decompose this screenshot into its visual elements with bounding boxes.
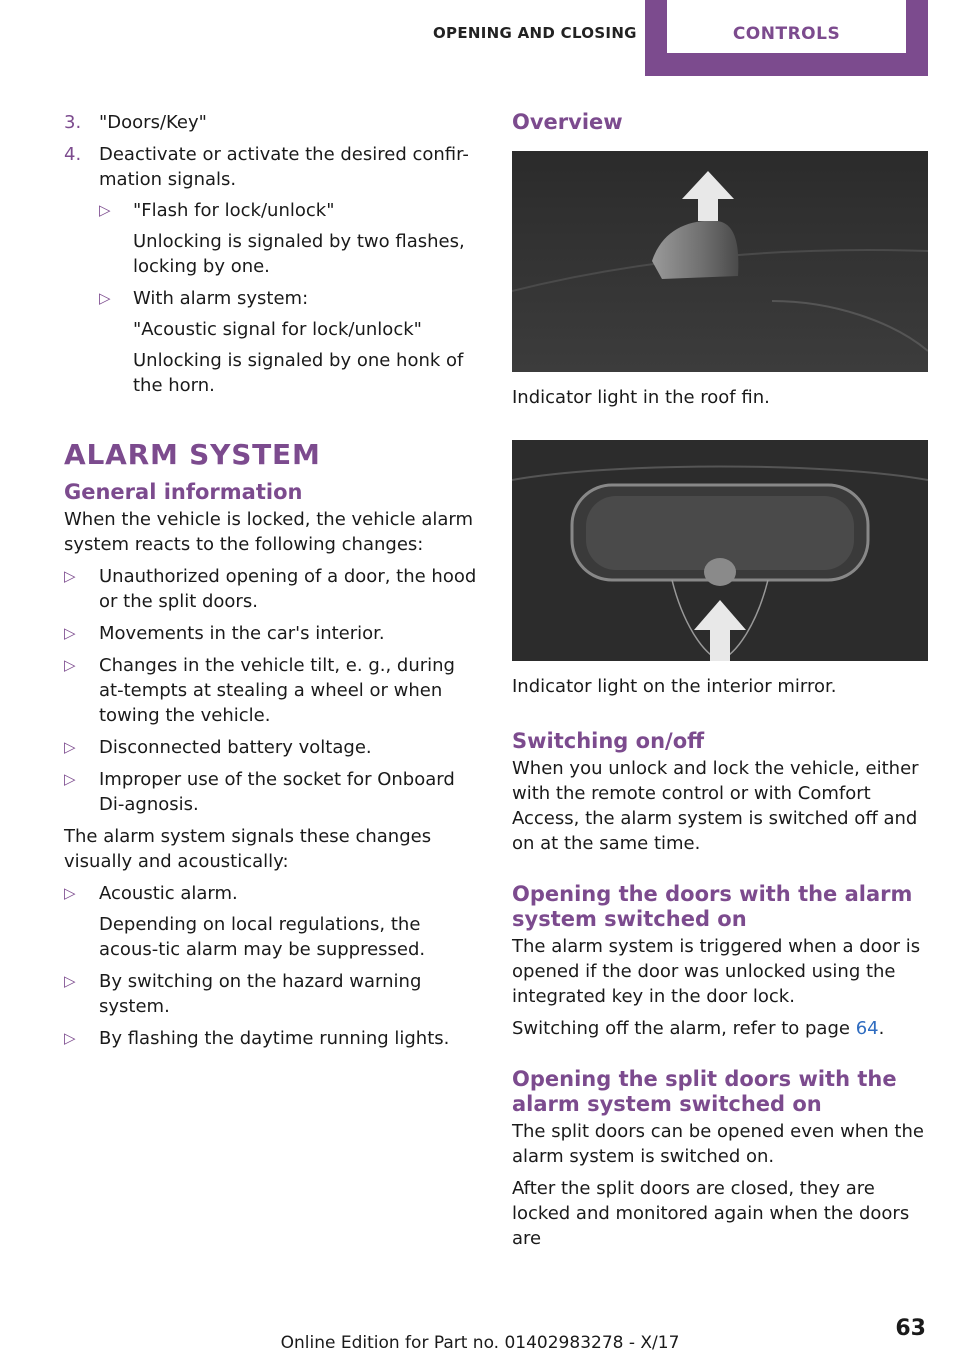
bullet-triangle-icon: ▷: [64, 624, 76, 642]
chapter-tab-label: CONTROLS: [732, 24, 841, 44]
list-item: [64, 564, 482, 614]
bullet-triangle-icon: ▷: [64, 884, 76, 902]
step-text: "Doors/Key": [99, 112, 207, 133]
chapter-tab: [645, 0, 928, 76]
signal-option-detail: "Acoustic signal for lock/unlock": [133, 319, 422, 340]
list-item-detail: Depending on local regulations, the acous-tic alarm may be suppressed.: [99, 914, 426, 960]
list-item-text: Disconnected battery voltage.: [99, 737, 372, 758]
general-intro: When the vehicle is locked, the vehicle alarm system reacts to the following changes:: [64, 509, 474, 555]
signal-option-title: "Flash for lock/unlock": [133, 200, 335, 221]
roof-fin-image: [512, 151, 928, 372]
list-item: [64, 969, 482, 1019]
doors-reference: [512, 1016, 930, 1041]
page-link[interactable]: 64: [855, 1018, 879, 1039]
split-text-2: After the split doors are closed, they are locked and monitored again when the doors are: [512, 1178, 910, 1249]
caption-roof-fin: Indicator light in the roof fin.: [512, 387, 770, 408]
left-column: [64, 110, 482, 1058]
signal-option-acoustic: [99, 286, 482, 398]
step-number: 3.: [64, 112, 82, 133]
list-item: [64, 881, 482, 962]
doors-reference-text: Switching off the alarm, refer to page: [512, 1018, 850, 1039]
list-item-text: Improper use of the socket for Onboard Di-agnosis.: [99, 769, 455, 815]
split-text-1: The split doors can be opened even when the alarm system is switched on.: [512, 1121, 924, 1167]
heading-opening-split-doors: Opening the split doors with the alarm system switched on: [512, 1067, 897, 1116]
list-item-text: Unauthorized opening of a door, the hood or the split doors.: [99, 566, 477, 612]
signal-option-detail: Unlocking is signaled by two flashes, locking by one.: [133, 231, 465, 277]
heading-general-information: General information: [64, 480, 303, 504]
list-item: [64, 621, 482, 646]
heading-overview: Overview: [512, 110, 623, 134]
list-item-text: Acoustic alarm.: [99, 883, 238, 904]
caption-interior-mirror: Indicator light on the interior mirror.: [512, 676, 837, 697]
list-item: [64, 767, 482, 817]
interior-mirror-image: [512, 440, 928, 661]
page-number: 63: [895, 1316, 926, 1341]
bullet-triangle-icon: ▷: [64, 567, 76, 585]
bullet-triangle-icon: ▷: [64, 738, 76, 756]
bullet-triangle-icon: ▷: [64, 656, 76, 674]
running-header-section: OPENING AND CLOSING: [433, 24, 637, 42]
footer-edition: Online Edition for Part no. 01402983278 - X/17: [280, 1333, 680, 1353]
list-item: [64, 735, 482, 760]
list-item: [64, 653, 482, 728]
signals-intro: The alarm system signals these changes visually and acoustically:: [64, 826, 432, 872]
step-4: [64, 142, 482, 398]
signal-option-flash: [99, 198, 482, 279]
heading-switching: Switching on/off: [512, 729, 705, 753]
right-column: [512, 110, 930, 1258]
step-number: 4.: [64, 144, 82, 165]
list-item-text: Movements in the car's interior.: [99, 623, 385, 644]
switching-text: When you unlock and lock the vehicle, either with the remote control or with Comfort Access, the alarm system is switched off and on at the same time.: [512, 758, 919, 854]
heading-opening-doors: Opening the doors with the alarm system switched on: [512, 882, 913, 931]
list-item-text: By flashing the daytime running lights.: [99, 1028, 450, 1049]
doors-text: The alarm system is triggered when a door is opened if the door was unlocked using the integrated key in the door lock.: [512, 936, 921, 1007]
doors-reference-suffix: .: [878, 1018, 885, 1039]
bullet-triangle-icon: ▷: [64, 972, 76, 990]
step-3: [64, 110, 482, 135]
signal-option-detail: Unlocking is signaled by one honk of the horn.: [133, 350, 464, 396]
section-title-alarm-system: ALARM SYSTEM: [64, 438, 321, 471]
bullet-triangle-icon: ▷: [99, 201, 111, 219]
signal-option-title: With alarm system:: [133, 288, 309, 309]
list-item: [64, 1026, 482, 1051]
step-text: Deactivate or activate the desired confir-mation signals.: [99, 144, 469, 190]
bullet-triangle-icon: ▷: [64, 1029, 76, 1047]
list-item-text: Changes in the vehicle tilt, e. g., during at-tempts at stealing a wheel or when towing the vehicle.: [99, 655, 455, 726]
bullet-triangle-icon: ▷: [64, 770, 76, 788]
list-item-text: By switching on the hazard warning system.: [99, 971, 422, 1017]
bullet-triangle-icon: ▷: [99, 289, 111, 307]
